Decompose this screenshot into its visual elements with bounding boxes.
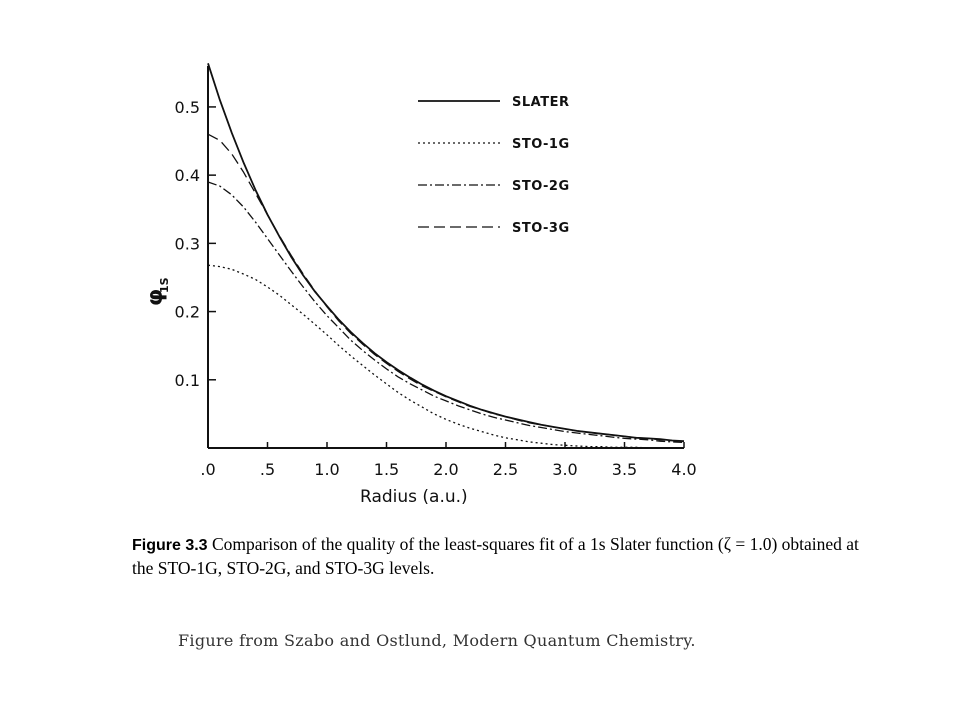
series-line-slater: [208, 63, 684, 441]
y-axis-title-symbol: φ: [143, 288, 168, 306]
figure-credit: Figure from Szabo and Ostlund, Modern Quantum Chemistry.: [178, 631, 696, 650]
x-tick-label: 3.0: [552, 460, 578, 479]
y-tick-label: 0.2: [174, 302, 200, 322]
y-tick-label: 0.1: [174, 370, 200, 390]
legend-label: STO-1G: [512, 137, 570, 152]
x-tick-label: 3.5: [611, 460, 638, 479]
y-tick-label: 0.3: [174, 234, 200, 254]
x-tick-label: 1.5: [373, 460, 400, 479]
y-ticks: [175, 98, 216, 390]
x-tick-label: 4.0: [671, 460, 697, 479]
legend-label: STO-2G: [512, 179, 570, 194]
x-tick-label: .5: [259, 460, 276, 479]
x-tick-label: .0: [200, 460, 216, 479]
legend-label: SLATER: [512, 95, 570, 110]
series-line-sto-2g: [208, 182, 684, 443]
series-line-sto-3g: [208, 134, 684, 441]
caption-label: Figure 3.3: [132, 537, 208, 554]
x-tick-label: 1.0: [314, 460, 340, 479]
x-tick-label: 2.0: [433, 460, 459, 479]
figure-caption: [132, 533, 872, 579]
y-axis-title: [143, 277, 171, 306]
series-lines: [208, 63, 684, 448]
legend-label: STO-3G: [512, 221, 570, 236]
x-axis-title: Radius (a.u.): [360, 487, 468, 507]
y-tick-label: 0.5: [174, 97, 200, 117]
caption-text: Comparison of the quality of the least-squares fit of a 1s Slater function (ζ = 1.0) obtained at the STO-1G, STO-2G, and STO-3G levels.: [132, 534, 859, 578]
x-tick-label: 2.5: [492, 460, 519, 479]
y-tick-label: 0.4: [174, 166, 200, 186]
y-axis-title-subscript: 1S: [158, 277, 171, 293]
series-line-sto-1g: [208, 265, 684, 448]
chart-axes: [208, 66, 684, 448]
legend: [418, 95, 570, 236]
